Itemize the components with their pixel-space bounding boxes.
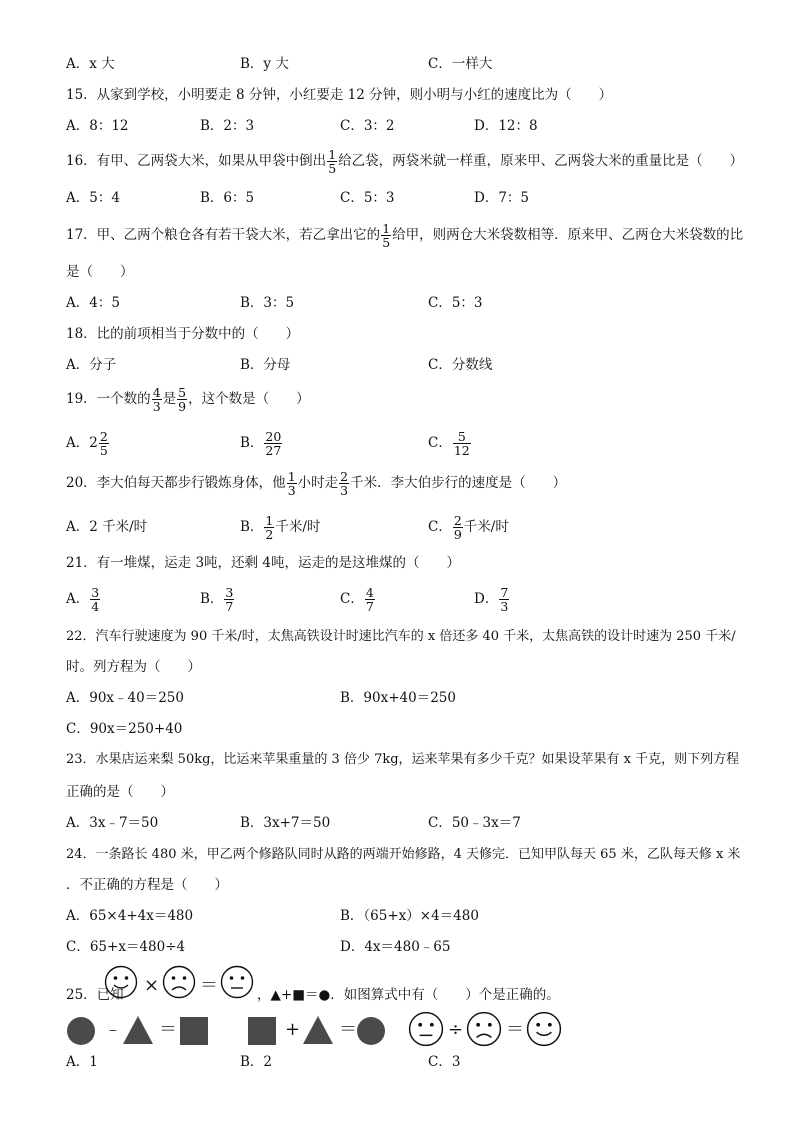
q23-option-a[interactable]: A．3x﹣7＝50	[66, 815, 159, 831]
q23-option-b[interactable]: B．3x+7＝50	[240, 815, 331, 831]
q20-stem-start: 20．李大伯每天都步行锻炼身体，他	[66, 475, 286, 491]
q25-stem-start: 25．已知	[66, 987, 124, 1003]
option-label: C．	[428, 435, 452, 451]
option-label: C．	[428, 519, 452, 535]
numerator: 7	[500, 585, 509, 600]
unit: 千米/时	[275, 519, 321, 535]
fraction	[499, 586, 509, 613]
q19-stem	[66, 386, 310, 412]
option-label: B．	[240, 435, 264, 451]
q25-option-c[interactable]: C．3	[428, 1054, 461, 1070]
equals-sign: ＝	[339, 1019, 357, 1040]
denominator: 5	[382, 235, 391, 250]
fraction	[339, 470, 349, 497]
numerator: 1	[328, 147, 337, 162]
q16-option-b[interactable]: B．6：5	[200, 190, 255, 206]
numerator: 2	[453, 513, 462, 528]
numerator: 20	[265, 429, 282, 444]
numerator: 2	[99, 428, 108, 444]
q19-option-b[interactable]	[240, 428, 283, 458]
denominator: 7	[225, 599, 234, 614]
numerator: 1	[265, 513, 274, 528]
q15-option-c[interactable]: C．3：2	[340, 118, 395, 134]
fraction	[264, 430, 282, 457]
q18-stem: 18．比的前项相当于分数中的（ ）	[66, 326, 300, 342]
fraction	[99, 430, 109, 457]
q17-stem-start: 17．甲、乙两个粮仓各有若干袋大米，若乙拿出它的	[66, 227, 381, 243]
fraction	[381, 222, 391, 249]
divide-sign: ÷	[448, 1019, 464, 1040]
minus-sign: ﹣	[104, 1019, 122, 1040]
denominator: 2	[265, 527, 274, 542]
q15-stem: 15．从家到学校，小明要走 8 分钟，小红要走 12 分钟，则小明与小红的速度比为（ ）	[66, 87, 613, 103]
q16-stem	[66, 148, 743, 174]
q24-stem-continued: ．不正确的方程是（ ）	[66, 877, 228, 893]
equals-sign: ＝	[506, 1019, 524, 1040]
neutral-face-icon	[408, 1011, 444, 1047]
denominator: 9	[178, 399, 187, 414]
q24-stem: 24．一条路长 480 米，甲乙两个修路队同时从路的两端开始修路，4 天修完．已知甲队每天 65 米，乙队每天修 x 米	[66, 847, 741, 862]
q25-option-a[interactable]: A．1	[66, 1054, 98, 1070]
denominator: 12	[453, 443, 470, 458]
numerator: 3	[91, 585, 100, 600]
option-label: C．	[340, 591, 364, 607]
fraction	[264, 514, 274, 541]
q17-stem-mid: 给甲，则两仓大米袋数相等．原来甲、乙两仓大米袋数的比	[392, 227, 744, 243]
whole-part: 2	[89, 435, 98, 451]
q21-option-a[interactable]	[66, 584, 101, 614]
fraction	[453, 430, 471, 457]
square-shape-icon	[248, 1017, 276, 1045]
mixed-number	[89, 428, 110, 458]
q24-option-a[interactable]: A．65×4+4x＝480	[66, 908, 194, 924]
q16-option-a[interactable]: A．5：4	[66, 190, 120, 206]
q17-stem	[66, 222, 743, 248]
equals-sign: ＝	[159, 1019, 177, 1040]
numerator: 5	[178, 385, 187, 400]
option-label: B．	[200, 591, 224, 607]
circle-shape-icon	[66, 1016, 96, 1046]
denominator: 3	[152, 399, 161, 414]
option-label: D．	[474, 591, 499, 607]
fraction	[224, 586, 234, 613]
numerator: 3	[225, 585, 234, 600]
circle-shape-icon	[356, 1016, 386, 1046]
q22-stem-continued: 时。列方程为（ ）	[66, 659, 201, 675]
equals-sign: ＝	[200, 975, 218, 996]
sad-face-icon	[162, 965, 196, 999]
fraction	[453, 514, 463, 541]
fraction	[90, 586, 100, 613]
q17-option-a[interactable]: A．4：5	[66, 295, 120, 311]
q14-option-a[interactable]: A．x 大	[66, 56, 115, 72]
option-label: A．	[66, 435, 90, 451]
q24-option-c[interactable]: C．65+x＝480÷4	[66, 939, 186, 955]
q21-option-c[interactable]	[340, 584, 376, 614]
q17-stem-continued: 是（ ）	[66, 264, 134, 280]
q16-stem-start: 16．有甲、乙两袋大米，如果从甲袋中倒出	[66, 153, 327, 169]
option-label: B．	[240, 519, 264, 535]
q24-option-b[interactable]: B．（65+x）×4＝480	[340, 908, 479, 924]
q25-option-b[interactable]: B．2	[240, 1054, 273, 1070]
numerator: 1	[287, 469, 296, 484]
q21-option-b[interactable]	[200, 584, 235, 614]
q15-option-a[interactable]: A．8：12	[66, 118, 129, 134]
triangle-shape-icon	[122, 1015, 154, 1045]
denominator: 3	[287, 483, 296, 498]
fraction	[177, 386, 187, 413]
q17-option-b[interactable]: B．3：5	[240, 295, 295, 311]
sad-face-icon	[466, 1011, 502, 1047]
q16-stem-end: 给乙袋，两袋米就一样重，原来甲、乙两袋大米的重量比是（ ）	[338, 153, 744, 169]
q23-option-c[interactable]: C．50﹣3x＝7	[428, 815, 521, 831]
fraction	[152, 386, 162, 413]
q16-option-d[interactable]: D．7：5	[474, 190, 530, 206]
q14-option-c[interactable]: C．一样大	[428, 56, 493, 72]
q20-stem	[66, 470, 566, 496]
q15-option-d[interactable]: D．12：8	[474, 118, 538, 134]
q20-stem-end: 千米．李大伯步行的速度是（ ）	[350, 475, 567, 491]
denominator: 3	[500, 599, 509, 614]
q14-option-b[interactable]: B．y 大	[240, 56, 289, 72]
numerator: 4	[365, 585, 374, 600]
denominator: 9	[453, 527, 462, 542]
numerator: 2	[340, 469, 349, 484]
denominator: 3	[340, 483, 349, 498]
q20-stem-mid: 小时走	[297, 475, 339, 491]
q16-option-c[interactable]: C．5：3	[340, 190, 395, 206]
q18-option-a[interactable]: A．分子	[66, 357, 117, 373]
q19-stem-start: 19．一个数的	[66, 391, 151, 407]
triangle-shape-icon	[302, 1015, 334, 1045]
denominator: 5	[328, 161, 337, 176]
q22-stem: 22．汽车行驶速度为 90 千米/时，太焦高铁设计时速比汽车的 x 倍还多 40 千米，太焦高铁的设计时速为 250 千米/	[66, 629, 736, 644]
q19-option-c[interactable]	[428, 428, 472, 458]
fraction	[287, 470, 297, 497]
q23-stem-continued: 正确的是（ ）	[66, 784, 174, 800]
numerator: 1	[382, 221, 391, 236]
denominator: 27	[265, 443, 282, 458]
neutral-face-icon	[220, 965, 254, 999]
q18-option-c[interactable]: C．分数线	[428, 357, 493, 373]
times-sign: ×	[144, 975, 160, 996]
option-label: A．	[66, 591, 90, 607]
q15-option-b[interactable]: B．2：3	[200, 118, 255, 134]
q19-option-a[interactable]	[66, 428, 110, 458]
q19-stem-end: ，这个数是（ ）	[188, 391, 310, 407]
numerator: 4	[152, 385, 161, 400]
q24-option-d[interactable]: D．4x＝480﹣65	[340, 939, 451, 955]
fraction	[327, 148, 337, 175]
plus-sign: +	[285, 1019, 301, 1040]
q23-stem: 23．水果店运来梨 50kg，比运来苹果重量的 3 倍少 7kg，运来苹果有多少千克？如果设苹果有 x 千克，则下列方程	[66, 752, 740, 767]
q18-option-b[interactable]: B．分母	[240, 357, 291, 373]
q22-option-b[interactable]: B．90x+40＝250	[340, 690, 456, 706]
q22-option-c[interactable]: C．90x＝250+40	[66, 721, 183, 737]
q22-option-a[interactable]: A．90x﹣40＝250	[66, 690, 184, 706]
q20-option-c[interactable]	[428, 512, 509, 542]
square-shape-icon	[180, 1017, 208, 1045]
fraction	[365, 586, 375, 613]
q21-stem: 21．有一堆煤，运走 3吨，还剩 4吨，运走的是这堆煤的（ ）	[66, 555, 460, 571]
q25-stem-end: ，▲+■＝●．如图算式中有（ ）个是正确的。	[257, 987, 560, 1003]
smiley-face-icon	[526, 1011, 562, 1047]
denominator: 7	[365, 599, 374, 614]
q17-option-c[interactable]: C．5：3	[428, 295, 483, 311]
smiley-face-icon	[104, 965, 138, 999]
q20-option-b[interactable]	[240, 512, 320, 542]
unit: 千米/时	[463, 519, 509, 535]
q19-stem-mid: 是	[162, 391, 177, 407]
numerator: 5	[453, 430, 471, 444]
q21-option-d[interactable]	[474, 584, 510, 614]
denominator: 5	[99, 442, 108, 458]
q20-option-a[interactable]: A．2 千米/时	[66, 519, 148, 535]
denominator: 4	[91, 599, 100, 614]
